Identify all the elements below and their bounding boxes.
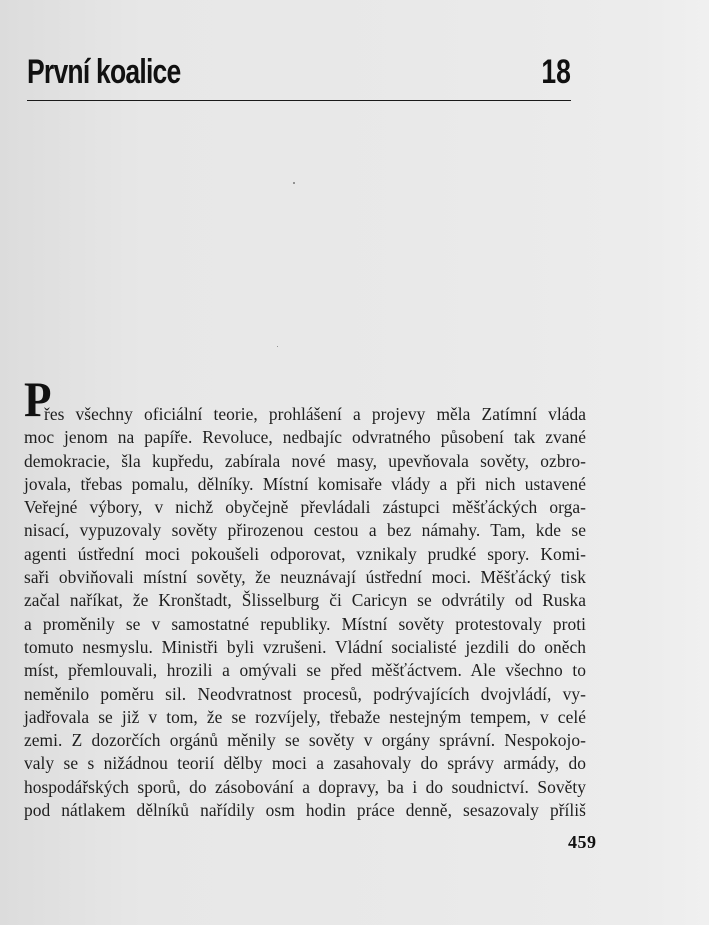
text-line: pod nátlakem dělníků nařídily osm hodin práce denně, sesazovaly příliš (24, 800, 586, 821)
text-line: míst, přemlouvali, hrozili a omývali se před měšťáctvem. Ale všechno to (24, 660, 586, 681)
text-line: tomuto nesmyslu. Ministři byli vzrušeni. Vládní socialisté jezdili do oněch (24, 636, 586, 657)
text-line: saři obviňovali místní sověty, že neuznávají ústřední moci. Měšťácký tisk (24, 567, 586, 588)
text-line: agenti ústřední moci pokoušeli odporovat, vznikaly prudké spory. Komi- (24, 543, 586, 564)
text-line: demokracie, šla kupředu, zabírala nové masy, upevňovala sověty, ozbro- (24, 450, 586, 471)
text-line: Veřejné výbory, v nichž obyčejně převládali zástupci měšťáckých orga- (24, 497, 586, 518)
text-line: valy se s nižádnou teorií dělby moci a zasahovaly do správy armády, do (24, 753, 586, 774)
text-line: začal naříkat, že Kronštadt, Šlisselburg či Caricyn se odvrátily od Ruska (24, 590, 586, 611)
text-line: a proměnily se v samostatné republiky. Místní sověty protestovaly proti (24, 613, 586, 634)
paper-speck (277, 346, 278, 347)
text-line: hospodářských sporů, do zásobování a dopravy, ba i do soudnictví. Sověty (24, 776, 586, 797)
chapter-number: 18 (541, 53, 571, 91)
body-text (24, 403, 586, 822)
text-line: jovala, třebas pomalu, dělníky. Místní komisaře vlády a při nich ustavené (24, 473, 586, 494)
page-number: 459 (568, 832, 597, 852)
text-line: moc jenom na papíře. Revoluce, nedbajíc odvratného působení tak zvané (24, 427, 586, 448)
text-line: jadřovala se již v tom, že se rozvíjely, třebaže nestejným tempem, v celé (24, 706, 586, 727)
text-line: neměnilo poměru sil. Neodvratnost procesů, podrývajících dvojvládí, vy- (24, 683, 586, 704)
chapter-title: První koalice (27, 53, 181, 91)
paper-speck (293, 182, 295, 184)
text-line: zemi. Z dozorčích orgánů měnily se sověty v orgány správní. Nespokojo- (24, 730, 586, 751)
chapter-header (27, 50, 571, 101)
text-line: řes všechny oficiální teorie, prohlášení a projevy měla Zatímní vláda (44, 404, 586, 424)
drop-cap: P (24, 371, 52, 427)
text-line: nisací, vypuzovaly sověty přirozenou cestou a bez námahy. Tam, kde se (24, 520, 586, 541)
